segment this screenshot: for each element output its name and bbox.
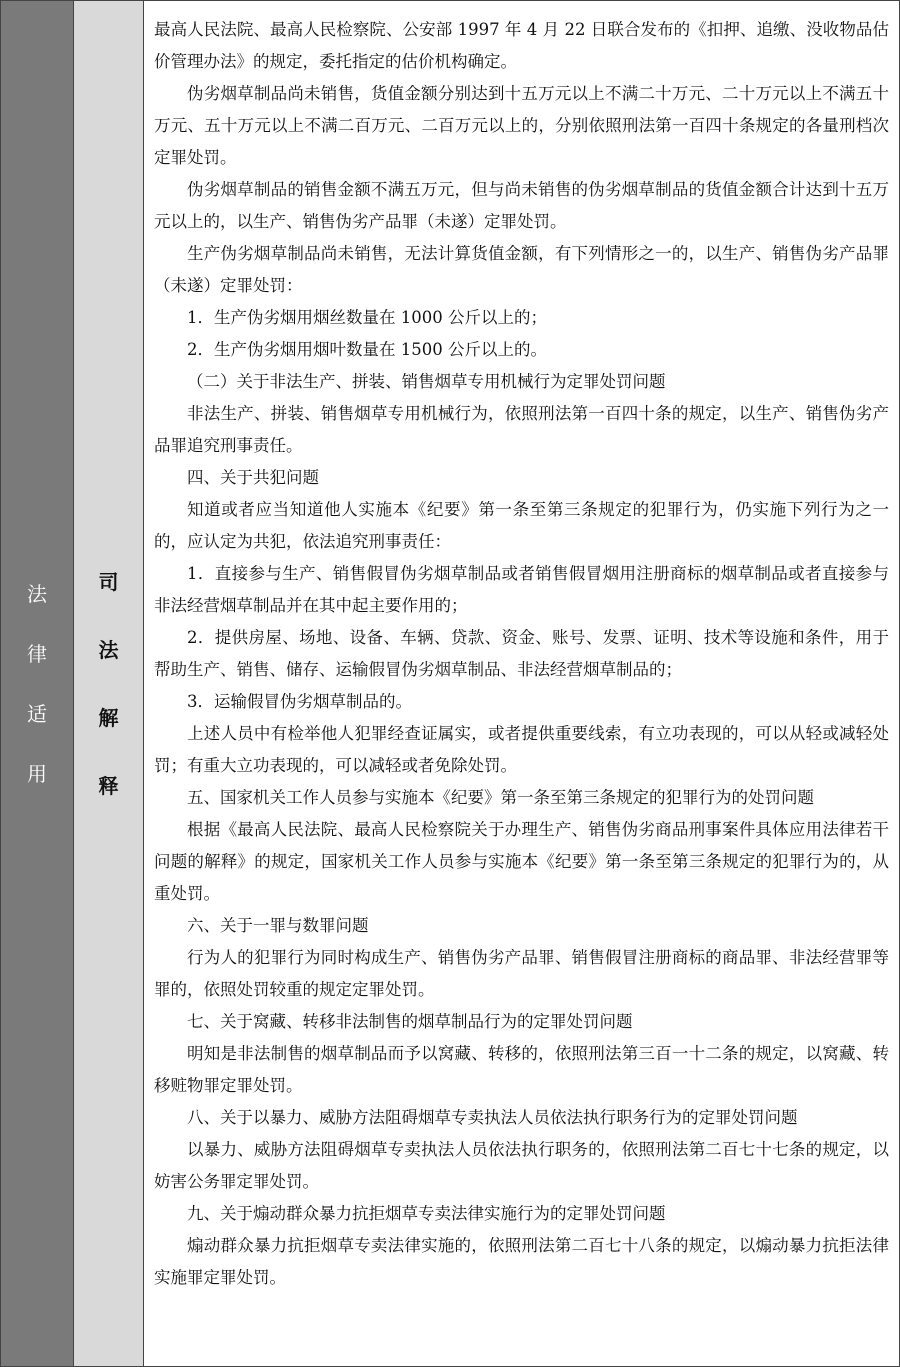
- paragraph: 知道或者应当知道他人实施本《纪要》第一条至第三条规定的犯罪行为，仍实施下列行为之一的，应认定为共犯，依法追究刑事责任：: [154, 500, 889, 551]
- paragraph: 煽动群众暴力抗拒烟草专卖法律实施的，依照刑法第二百七十八条的规定，以煽动暴力抗拒法律实施罪定罪处罚。: [154, 1236, 889, 1287]
- paragraph: 明知是非法制售的烟草制品而予以窝藏、转移的，依照刑法第三百一十二条的规定，以窝藏、转移赃物罪定罪处罚。: [154, 1044, 889, 1095]
- paragraph: 六、关于一罪与数罪问题: [187, 916, 369, 935]
- paragraph: 伪劣烟草制品的销售金额不满五万元，但与尚未销售的伪劣烟草制品的货值金额合计达到十五万元以上的，以生产、销售伪劣产品罪（未遂）定罪处罚。: [154, 180, 889, 231]
- paragraph: 1．生产伪劣烟用烟丝数量在 1000 公斤以上的；: [187, 308, 547, 327]
- paragraph: 根据《最高人民法院、最高人民检察院关于办理生产、销售伪劣商品刑事案件具体应用法律若干问题的解释》的规定，国家机关工作人员参与实施本《纪要》第一条至第三条规定的犯罪行为的，从重处罚。: [154, 820, 889, 903]
- paragraph: 七、关于窝藏、转移非法制售的烟草制品行为的定罪处罚问题: [187, 1012, 633, 1031]
- paragraph: 2．生产伪劣烟用烟叶数量在 1500 公斤以上的。: [187, 340, 547, 359]
- subcategory-char: 法: [98, 637, 119, 662]
- paragraph: 3．运输假冒伪劣烟草制品的。: [187, 692, 412, 711]
- content-cell: [144, 1, 899, 1366]
- subcategory-char: 释: [98, 773, 119, 798]
- paragraph: 行为人的犯罪行为同时构成生产、销售伪劣产品罪、销售假冒注册商标的商品罪、非法经营罪等罪的，依照处罚较重的规定定罪处罚。: [154, 948, 889, 999]
- paragraph: 2．提供房屋、场地、设备、车辆、贷款、资金、账号、发票、证明、技术等设施和条件，用于帮助生产、销售、储存、运输假冒伪劣烟草制品、非法经营烟草制品的；: [154, 628, 889, 679]
- paragraph: 非法生产、拼装、销售烟草专用机械行为，依照刑法第一百四十条的规定，以生产、销售伪劣产品罪追究刑事责任。: [154, 404, 889, 455]
- category-cell: [1, 1, 74, 1366]
- paragraph: 伪劣烟草制品尚未销售，货值金额分别达到十五万元以上不满二十万元、二十万元以上不满五十万元、五十万元以上不满二百万元、二百万元以上的，分别依照刑法第一百四十条规定的各量刑档次定罪处罚。: [154, 84, 889, 167]
- paragraph: 1．直接参与生产、销售假冒伪劣烟草制品或者销售假冒烟用注册商标的烟草制品或者直接参与非法经营烟草制品并在其中起主要作用的；: [154, 564, 889, 615]
- category-char: 适: [27, 701, 47, 726]
- subcategory-label: [99, 548, 119, 820]
- paragraph: （二）关于非法生产、拼装、销售烟草专用机械行为定罪处罚问题: [187, 372, 666, 391]
- paragraph: 八、关于以暴力、威胁方法阻碍烟草专卖执法人员依法执行职务行为的定罪处罚问题: [187, 1108, 798, 1127]
- subcategory-char: 解: [98, 705, 119, 730]
- subcategory-char: 司: [98, 569, 119, 594]
- paragraph: 上述人员中有检举他人犯罪经查证属实，或者提供重要线索，有立功表现的，可以从轻或减轻处罚；有重大立功表现的，可以减轻或者免除处罚。: [154, 724, 889, 775]
- paragraph: 四、关于共犯问题: [187, 468, 319, 487]
- subcategory-cell: [74, 1, 144, 1366]
- category-label: [27, 564, 47, 804]
- paragraph: 以暴力、威胁方法阻碍烟草专卖执法人员依法执行职务的，依照刑法第二百七十七条的规定，以妨害公务罪定罪处罚。: [154, 1140, 889, 1191]
- paragraph: 五、国家机关工作人员参与实施本《纪要》第一条至第三条规定的犯罪行为的处罚问题: [187, 788, 814, 807]
- paragraph: 最高人民法院、最高人民检察院、公安部 1997 年 4 月 22 日联合发布的《扣押、追缴、没收物品估价管理办法》的规定，委托指定的估价机构确定。: [154, 20, 889, 71]
- category-char: 律: [27, 641, 47, 666]
- category-char: 法: [27, 581, 47, 606]
- paragraph: 九、关于煽动群众暴力抗拒烟草专卖法律实施行为的定罪处罚问题: [187, 1204, 666, 1223]
- category-char: 用: [27, 761, 47, 786]
- paragraph: 生产伪劣烟草制品尚未销售，无法计算货值金额，有下列情形之一的，以生产、销售伪劣产品罪（未遂）定罪处罚：: [154, 244, 889, 295]
